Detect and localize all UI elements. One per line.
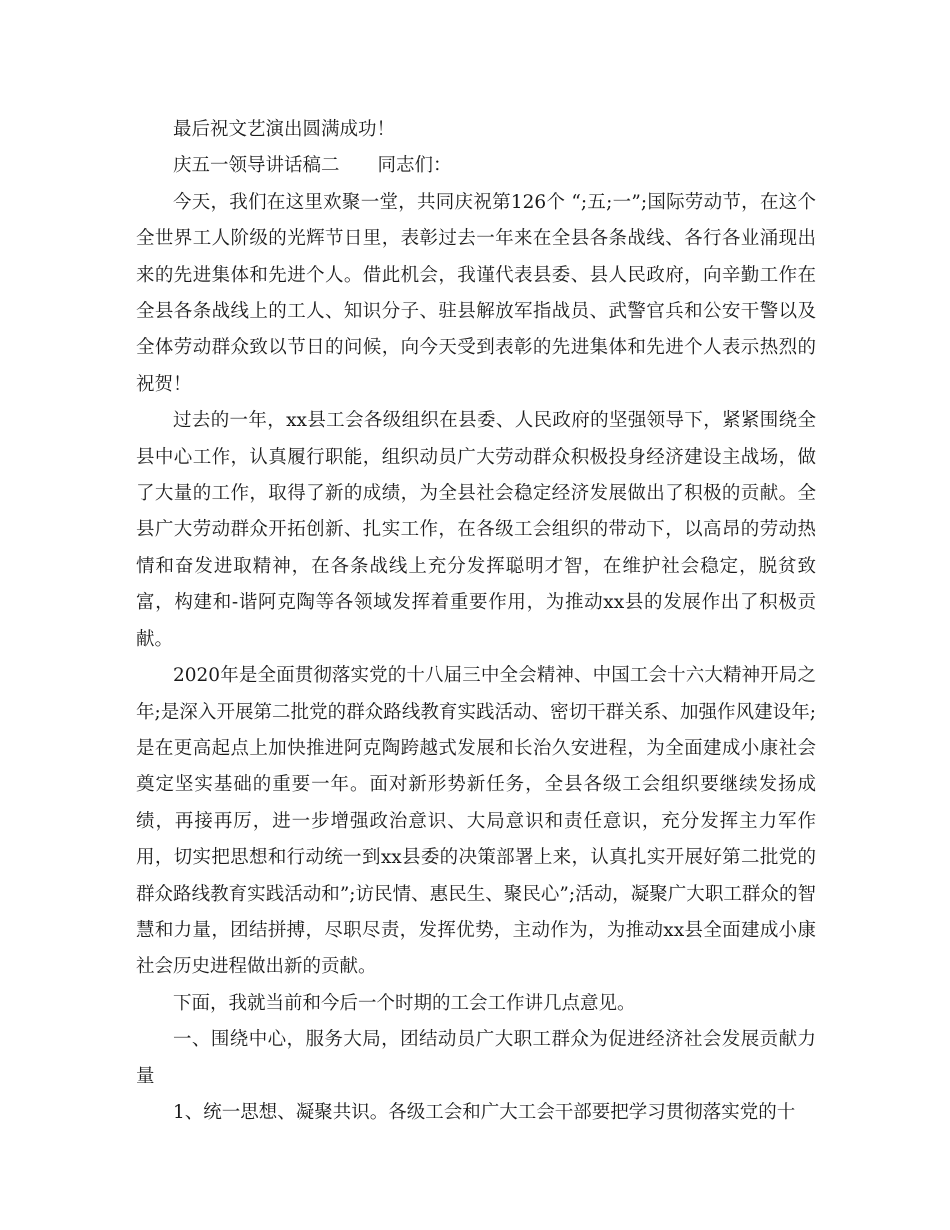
- paragraph-past-year: 过去的一年，xx县工会各级组织在县委、人民政府的坚强领导下，紧紧围绕全县中心工作，认真履行职能，组织动员广大劳动群众积极投身经济建设主战场，做了大量的工作，取得了新的成绩，为全县社会稳定经济发展做出了积极的贡献。全县广大劳动群众开拓创新、扎实工作，在各级工会组织的带动下，以高昂的劳动热情和奋发进取精神，在各条战线上充分发挥聪明才智，在维护社会稳定，脱贫致富，构建和-谐阿克陶等各领域发挥着重要作用，为推动xx县的发展作出了积极贡献。: [136, 410, 816, 650]
- closing-line: 最后祝文艺演出圆满成功！: [173, 119, 396, 140]
- document-body: [136, 112, 816, 1131]
- paragraph-item-1: 1、统一思想、凝聚共识。各级工会和广大工会干部要把学习贯彻落实党的十: [173, 1101, 796, 1123]
- paragraph-intro-opinions: 下面，我就当前和今后一个时期的工会工作讲几点意见。: [173, 992, 636, 1014]
- speech-heading-line: [136, 148, 816, 184]
- salutation: 同志们：: [377, 155, 452, 177]
- paragraph-opening: 今天，我们在这里欢聚一堂，共同庆祝第126个 “;五;一”;国际劳动节，在这个全世界工人阶级的光辉节日里，表彰过去一年来在全县各条战线、各行各业涌现出来的先进集体和先进个人。借此机会，我谨代表县委、县人民政府，向辛勤工作在全县各条战线上的工人、知识分子、驻县解放军指战员、武警官兵和公安干警以及全体劳动群众致以节日的问候，向今天受到表彰的先进集体和先进个人表示热烈的祝贺！: [136, 191, 816, 395]
- section-heading-1: 一、围绕中心，服务大局，团结动员广大职工群众为促进经济社会发展贡献力量: [136, 1029, 816, 1087]
- speech-title: 庆五一领导讲话稿二: [173, 155, 340, 177]
- paragraph-2020: 2020年是全面贯彻落实党的十八届三中全会精神、中国工会十六大精神开局之年;是深入开展第二批党的群众路线教育实践活动、密切干群关系、加强作风建设年;是在更高起点上加快推进阿克陶跨越式发展和长治久安进程，为全面建成小康社会奠定坚实基础的重要一年。面对新形势新任务，全县各级工会组织要继续发扬成绩，再接再厉，进一步增强政治意识、大局意识和责任意识，充分发挥主力军作用，切实把思想和行动统一到xx县委的决策部署上来，认真扎实开展好第二批党的群众路线教育实践活动和”;访民情、惠民生、聚民心”;活动，凝聚广大职工群众的智慧和力量，团结拼搏，尽职尽责，发挥优势，主动作为，为推动xx县全面建成小康社会历史进程做出新的贡献。: [136, 665, 816, 978]
